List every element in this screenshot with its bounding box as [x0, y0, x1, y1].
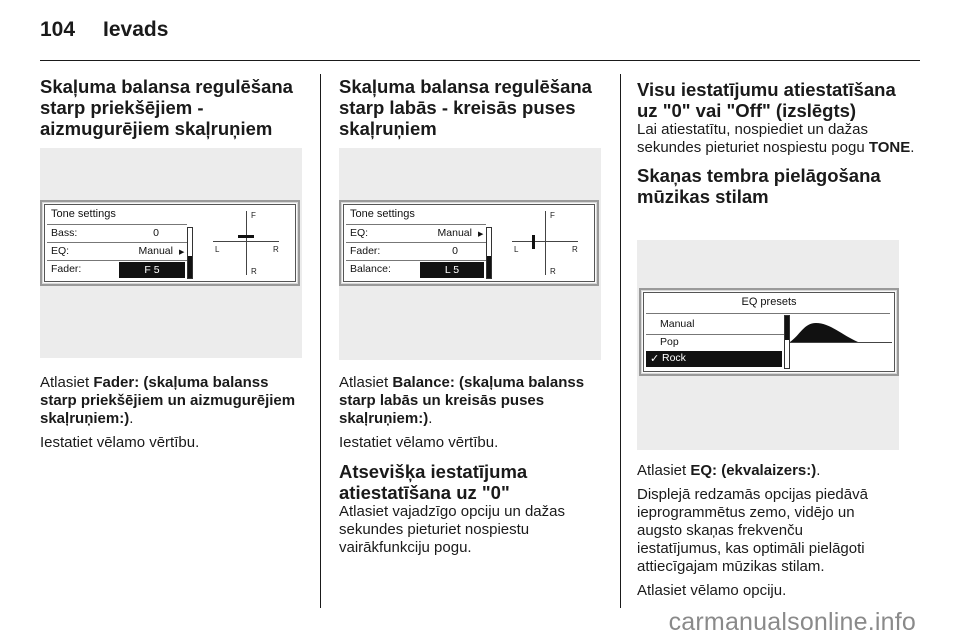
row-value-eq: Manual — [138, 245, 173, 257]
display-screen — [639, 288, 899, 376]
divider — [346, 260, 486, 261]
scrollbar-thumb — [487, 256, 491, 278]
text-suffix: . — [816, 462, 821, 479]
header-rule — [40, 60, 920, 61]
divider — [47, 242, 187, 243]
checkmark-icon: ✓ — [650, 353, 660, 365]
crosshair-horizontal — [512, 241, 578, 242]
cross-label-rear: R — [251, 267, 257, 276]
display-screen — [339, 200, 599, 286]
text-prefix: Atlasiet — [339, 374, 393, 391]
tone-settings-balance-figure — [339, 148, 601, 360]
instruction-paragraph: Atlasiet vajadzīgo opciju un dažas sekundes pieturiet nospiestu vairākfunkciju pogu. — [339, 503, 565, 556]
row-value-fader-selected: F 5 — [119, 262, 185, 278]
footer-watermark: carmanualsonline.info — [668, 608, 916, 636]
display-inner — [343, 204, 595, 282]
subsection-heading: Atsevišķa iestatījuma atiestatīšana uz "0" — [339, 461, 528, 503]
screen-title: Tone settings — [350, 208, 415, 220]
text-prefix: Atlasiet — [637, 462, 691, 479]
cross-label-rear: R — [550, 267, 556, 276]
subsection-heading: Skaņas tembra pielāgošana mūzikas stilam — [637, 165, 881, 207]
preset-item-rock-selected — [646, 351, 782, 367]
display-screen — [40, 200, 300, 286]
instruction-paragraph — [637, 121, 917, 157]
row-label-eq: EQ: — [350, 227, 369, 239]
section-heading: Skaļuma balansa regulēšana starp priekšējiem - aizmugurējiem skaļruņiem — [40, 76, 293, 139]
tone-settings-fader-figure — [40, 148, 302, 358]
text-prefix: Atlasiet — [40, 374, 94, 391]
balance-position-marker — [532, 235, 535, 249]
preset-item-manual: Manual — [660, 318, 695, 330]
page-number: 104 — [40, 18, 76, 41]
divider — [646, 313, 890, 314]
instruction-paragraph: Displejā redzamās opcijas piedāvā ieprogrammētus zemo, vidējo un augsto skaņas frekvenču iestatījumus, kas optimāli pielāgoti attiecīgajam mūzikas stilam. — [637, 486, 868, 575]
cross-label-front: F — [251, 211, 256, 220]
column-divider — [620, 74, 621, 608]
scrollbar-thumb — [188, 256, 192, 278]
scrollbar-thumb — [785, 316, 789, 340]
row-label-fader: Fader: — [51, 263, 82, 275]
submenu-arrow-icon: ▶ — [478, 231, 484, 238]
menu-item-name: EQ: (ekvalaizers:) — [690, 462, 817, 479]
crosshair-vertical — [545, 211, 546, 275]
instruction-paragraph — [40, 374, 308, 428]
preset-item-label: Rock — [662, 352, 686, 364]
cross-label-right: R — [572, 245, 578, 254]
page-header — [40, 18, 168, 42]
instruction-paragraph — [339, 374, 607, 428]
divider — [346, 242, 486, 243]
column-1-text — [40, 374, 308, 452]
cross-label-front: F — [550, 211, 555, 220]
preset-item-pop: Pop — [660, 336, 679, 348]
row-value-fader: 0 — [452, 245, 458, 257]
cross-label-left: L — [215, 245, 220, 254]
submenu-arrow-icon: ▶ — [179, 249, 185, 256]
row-label-bass: Bass: — [51, 227, 78, 239]
crosshair-vertical — [246, 211, 247, 275]
button-name: TONE — [868, 139, 911, 156]
text-prefix: Lai atiestatītu, nospiediet un dažas sekundes pieturiet nospiestu pogu — [637, 121, 869, 156]
divider — [47, 260, 187, 261]
column-3 — [637, 79, 917, 207]
row-value-balance-selected: L 5 — [420, 262, 484, 278]
display-inner — [643, 292, 895, 372]
section-heading: Skaļuma balansa regulēšana starp labās - kreisās puses skaļruņiem — [339, 76, 592, 139]
divider — [646, 334, 786, 335]
instruction-paragraph — [637, 462, 917, 480]
row-value-eq: Manual — [437, 227, 472, 239]
row-label-balance: Balance: — [350, 263, 391, 275]
scrollbar — [486, 227, 492, 279]
column-1 — [40, 76, 308, 139]
fader-position-marker — [238, 235, 254, 238]
cross-label-left: L — [514, 245, 519, 254]
section-title: Ievads — [103, 18, 169, 41]
eq-curve-graphic — [790, 321, 860, 343]
screen-title: Tone settings — [51, 208, 116, 220]
crosshair-horizontal — [213, 241, 279, 242]
row-label-fader: Fader: — [350, 245, 381, 257]
menu-item-name: Fader: (skaļuma balanss starp priekšējiem un aizmugurējiem skaļruņiem:) — [40, 374, 296, 427]
scrollbar — [187, 227, 193, 279]
column-2 — [339, 76, 607, 139]
divider — [346, 224, 486, 225]
text-suffix: . — [129, 410, 134, 427]
row-value-bass: 0 — [153, 227, 159, 239]
row-label-eq: EQ: — [51, 245, 70, 257]
screen-title: EQ presets — [741, 296, 797, 308]
cross-label-right: R — [273, 245, 279, 254]
text-suffix: . — [910, 139, 915, 156]
display-inner — [44, 204, 296, 282]
column-divider — [320, 74, 321, 608]
section-heading: Visu iestatījumu atiestatīšana uz "0" vai "Off" (izslēgts) — [637, 79, 896, 121]
instruction-paragraph: Atlasiet vēlamo opciju. — [637, 582, 787, 599]
column-3-text — [637, 462, 917, 600]
eq-presets-figure — [637, 240, 899, 450]
instruction-paragraph: Iestatiet vēlamo vērtību. — [339, 434, 499, 451]
instruction-paragraph: Iestatiet vēlamo vērtību. — [40, 434, 200, 451]
menu-item-name: Balance: (skaļuma balanss starp labās un kreisās puses skaļruņiem:) — [339, 374, 585, 427]
text-suffix: . — [428, 410, 433, 427]
column-2-text — [339, 374, 607, 557]
divider — [47, 224, 187, 225]
